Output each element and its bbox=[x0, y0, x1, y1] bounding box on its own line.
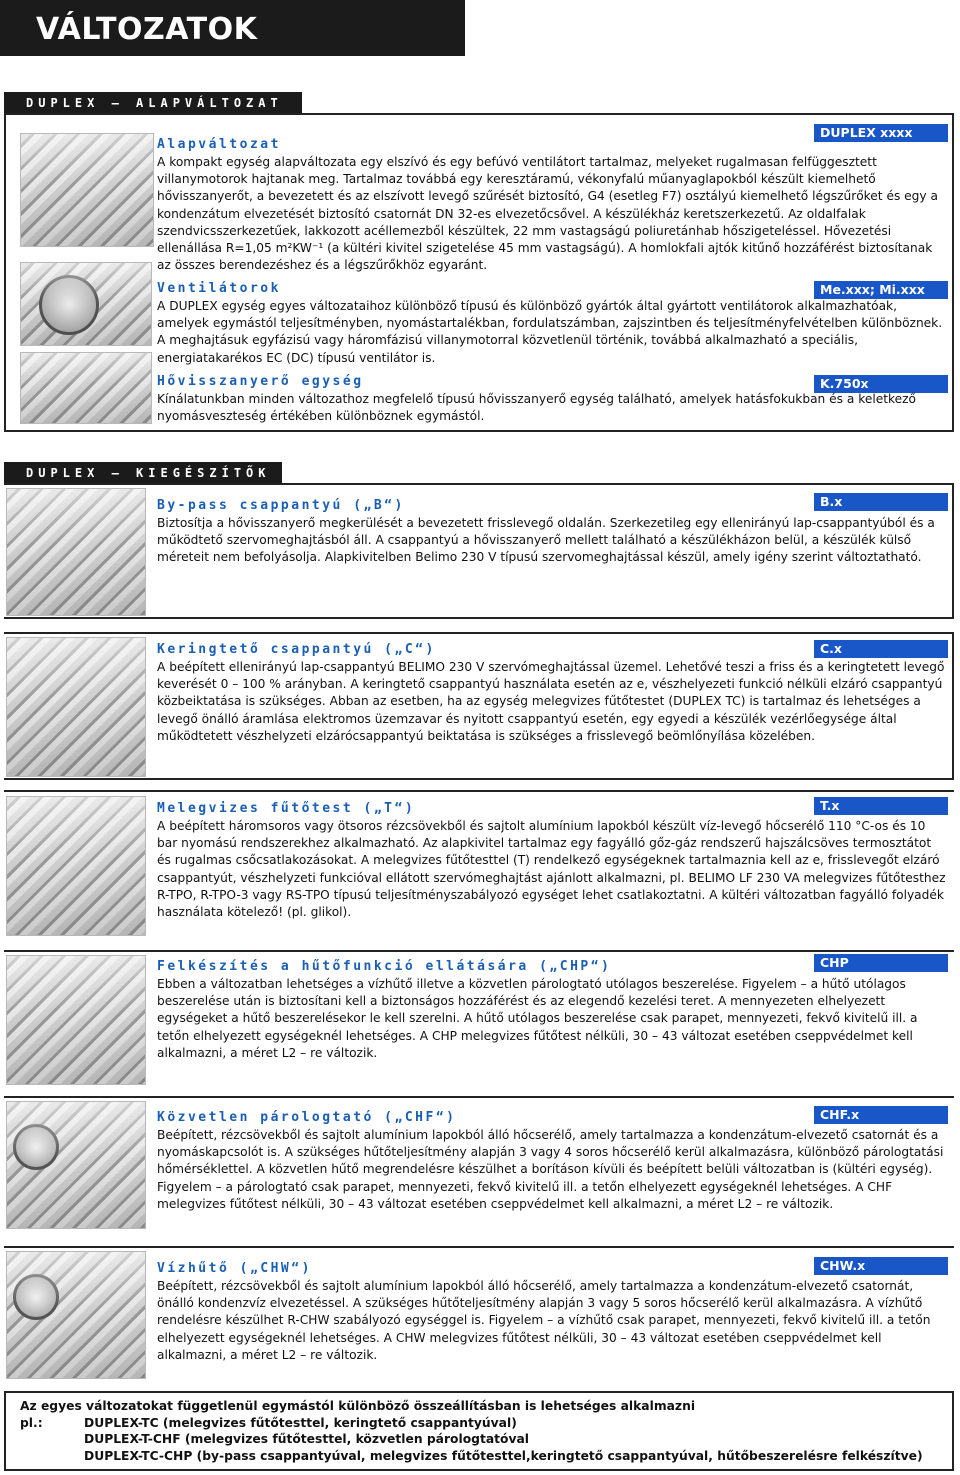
item-title: Felkészítés a hűtőfunkció ellátására („CHP“) bbox=[157, 959, 612, 974]
item-bypass bbox=[157, 498, 947, 567]
code-tag-heater: T.x bbox=[814, 797, 948, 815]
section-label-base: DUPLEX – ALAPVÁLTOZAT bbox=[4, 92, 302, 114]
item-text: Biztosítja a hővisszanyerő megkerülését a bevezetett frisslevegő oldalán. Szerkezetileg egy ellenirányú lap-csappantyúból és a működtető szervomeghajtásból áll. A csappantyú a hővisszanyerő mellett található a készülékházon belül, a készülék külső méreteit nem befolyásolja. Alapkivitelben Belimo 230 V típusú szervomeghajtással készül, amely igény szerint változtatható. bbox=[157, 516, 935, 565]
item-text: Beépített, rézcsövekből és sajtolt alumínium lapokból álló hőcserélő, amely tartalmazza a kondenzátum-elvezető csatornát és a nyomáskapcsolót is. A szükséges hűtőteljesítmény alapján 3 vagy 4 soros hőcserélő kerül alkalmazásra, különböző párologtatási hőmérséklettel. A közvetlen hűtő megrendelésre készülhet a borításon kívüli és beépített belüli változatban is (kültéri egység). Figyelem – a párologtató csak parapet, mennyezeti, fekvő kivitelű ill. a tetőn elhelyezett egységeknél lehetséges. A CHF melegvizes fűtőtest nélküli, 30 – 43 változat esetében cseppvédelmet kell alkalmazni, a méret L2 – re változik. bbox=[157, 1128, 944, 1211]
item-text: A kompakt egység alapváltozata egy elszívó és egy befúvó ventilátort tartalmaz, melyeket rugalmasan felfüggesztett villanymotorok hajtanak meg. Tartalmaz továbbá egy keresztáramú, vékonyfalú műanyaglapokból készült kiemelhető hővisszanyerőt, a bevezetett és az elszívott levegő szűrését biztosító, G4 (esetleg F7) osztályú kiemelhető légszűrőket és egy a kondenzátum elvezetését biztosító csatornát DN 32-es elvezetőcsővel. A készülékház keretszerkezetű. Az oldalfalak szendvicsszerkezetűek, lakkozott acéllemezből készültek, 22 mm vastagságú poliuretánhab hőszigeteléssel. Hővezetési ellenállása R=1,05 m²KW⁻¹ (a kültéri kivitel szigetelése 45 mm vastagságú). A homlokfali ajtók kitűnő hozzáférést biztosítanak az összes berendezéshez és a légszűrőkhöz egyaránt. bbox=[157, 155, 938, 273]
item-recirculation bbox=[157, 642, 947, 745]
item-title: Vízhűtő („CHW“) bbox=[157, 1261, 312, 1276]
item-chp bbox=[157, 959, 947, 1062]
code-tag-bypass: B.x bbox=[814, 493, 948, 511]
footer-example-label: pl.: bbox=[20, 1415, 43, 1430]
chf-photo bbox=[6, 1101, 146, 1229]
footer-example: DUPLEX-TC (melegvizes fűtőtesttel, keringtető csappantyúval) bbox=[84, 1415, 517, 1430]
code-tag-chw: CHW.x bbox=[814, 1257, 948, 1275]
item-hovisszanyero bbox=[157, 374, 947, 425]
item-title: Hővisszanyerő egység bbox=[157, 374, 364, 389]
code-tag-heat-recovery: K.750x bbox=[814, 375, 948, 393]
code-tag-base: DUPLEX xxxx bbox=[814, 124, 948, 142]
water-heater-photo bbox=[6, 796, 146, 936]
item-heater bbox=[157, 801, 947, 921]
combinations-footer bbox=[4, 1391, 954, 1471]
fan-photo bbox=[20, 262, 152, 346]
item-chw bbox=[157, 1261, 947, 1364]
page-title: VÁLTOZATOK bbox=[36, 12, 258, 47]
item-text: Ebben a változatban lehetséges a vízhűtő illetve a közvetlen párologtató utólagos beszerelése. Figyelem – a hűtő utólagos beszerelése után is biztosítani kell a biztonságos hozzáférést és az elegendő kezelési teret. A mennyezeten elhelyezett egységeket a hűtő beszerelésekor le kell szerelni. A hűtő utólagos beszerelése csak parapet, mennyezeti, fekvő kivitelű ill. a tetőn elhelyezett egységeknél lehetséges. A CHP melegvizes fűtőtest nélküli, 30 – 43 változat esetében cseppvédelmet kell alkalmazni, a méret L2 – re változik. bbox=[157, 977, 918, 1060]
item-text: A beépített ellenirányú lap-csappantyú BELIMO 230 V szervómeghajtással üzemel. Lehetővé teszi a friss és a keringtetett levegő keverését 0 – 100 % arányban. A keringtető csappantyú használata esetén az e, vészhelyezeti funkció nélküli elzáró csappantyú közbeiktatása is szükséges. Abban az esetben, ha az egység melegvizes fűtőtestet (DUPLEX TC) is tartalmaz és lehetséges a levegő önálló áramlása elektromos üzemzavar és nyitott csappantyú esetén, egy egyedi a készülék vezérlőegysége által működtetett vészhelyzeti elzárócsappantyú beiktatása is szükséges a frisslevegő beömlőnyílása közelében. bbox=[157, 660, 945, 743]
item-title: Közvetlen párologtató („CHF“) bbox=[157, 1110, 457, 1125]
footer-intro: Az egyes változatokat függetlenül egymástól különböző összeállításban is lehetséges alkalmazni bbox=[20, 1399, 696, 1413]
item-title: Alapváltozat bbox=[157, 137, 281, 152]
footer-example: DUPLEX-T-CHF (melegvizes fűtőtesttel, közvetlen párologtatóval bbox=[84, 1432, 529, 1446]
item-text: A beépített háromsoros vagy ötsoros rézcsövekből és sajtolt alumínium lapokból készült víz-levegő hőcserélő 110 °C-os és 10 bar nyomású rendszerekhez alkalmazható. Az alapkivitel tartalmaz egy fagyálló gőz-gáz rendszerű hajszálcsöves termosztátot és rugalmas csőcsatlakozásokat. A melegvizes fűtőtesttel (T) rendelkező egységeknek tartalmaznia kell az e, frisslevegőt elzáró csappantyút, vészhelyzeti funkcióval ellátott szervómeghajtást ajánlott alkalmazni, pl. BELIMO LF 230 VA melegvizes fűtőtesthez R-TPO, R-TPO-3 vagy RS-TPO típusú teljesítményszabályozó egységet lehet csatlakoztatni. A kültéri változatban fagyálló folyadék használata kötelező! (pl. glikol). bbox=[157, 819, 946, 920]
code-tag-chf: CHF.x bbox=[814, 1106, 948, 1124]
chp-photo bbox=[6, 955, 146, 1085]
item-ventilatorok bbox=[157, 281, 947, 367]
code-tag-fans: Me.xxx; Mi.xxx bbox=[814, 281, 948, 299]
chw-photo bbox=[6, 1251, 146, 1379]
item-title: By-pass csappantyú („B“) bbox=[157, 498, 405, 513]
item-text: Beépített, rézcsövekből és sajtolt alumínium lapokból álló hőcserélő, amely tartalmazza a kondenzátum-elvezető csatornát, önálló kondenzvíz elvezetéssel. A szükséges hűtőteljesítmény alapján 3 vagy 5 soros hőcserélő kerül alkalmazásra. A vízhűtő rendelésre készülhet R-CHW szabályozó egységgel is. Figyelem – a vízhűtő csak parapet, mennyezeti, fekvő kivitelű ill. a tetőn elhelyezett egységeknél lehetséges. A CHW melegvizes fűtőtest nélküli, 30 – 43 változat esetében cseppvédelmet kell alkalmazni, a méret L2 – re változik. bbox=[157, 1279, 931, 1362]
code-tag-chp: CHP bbox=[814, 954, 948, 972]
item-title: Keringtető csappantyú („C“) bbox=[157, 642, 436, 657]
footer-example: DUPLEX-TC-CHP (by-pass csappantyúval, melegvizes fűtőtesttel,keringtető csappantyúval, hűtőbeszerelésre felkészítve) bbox=[84, 1448, 923, 1463]
item-text: Kínálatunkban minden változathoz megfelelő típusú hővisszanyerő egység található, amelyek hatásfokukban és a keletkező nyomásveszteség értékében különböznek egymástól. bbox=[157, 392, 916, 424]
bypass-damper-photo bbox=[6, 488, 146, 616]
unit-photo bbox=[20, 133, 154, 247]
recirculation-damper-photo bbox=[6, 637, 146, 777]
code-tag-recirc: C.x bbox=[814, 640, 948, 658]
item-title: Ventilátorok bbox=[157, 281, 281, 296]
heat-exchanger-photo bbox=[20, 352, 152, 424]
section-label-accessories: DUPLEX – KIEGÉSZÍTŐK bbox=[4, 462, 282, 484]
item-text: A DUPLEX egység egyes változataihoz különböző típusú és különböző gyártók által gyártott ventilátorok alkalmazhatóak, amelyek egymástól teljesítményben, nyomástartalékban, fordulatszámban, zajszintben és teljesítményfelvételben különböznek. A meghajtásuk egyfázisú vagy háromfázisú villanymotorral közvetlenül történik, továbbá alkalmazható a speciális, energiatakarékos EC (DC) típusú ventilátor is. bbox=[157, 299, 943, 365]
item-chf bbox=[157, 1110, 947, 1213]
item-alapvaltozat bbox=[157, 137, 947, 274]
page-header bbox=[0, 0, 465, 56]
item-title: Melegvizes fűtőtest („T“) bbox=[157, 801, 416, 816]
